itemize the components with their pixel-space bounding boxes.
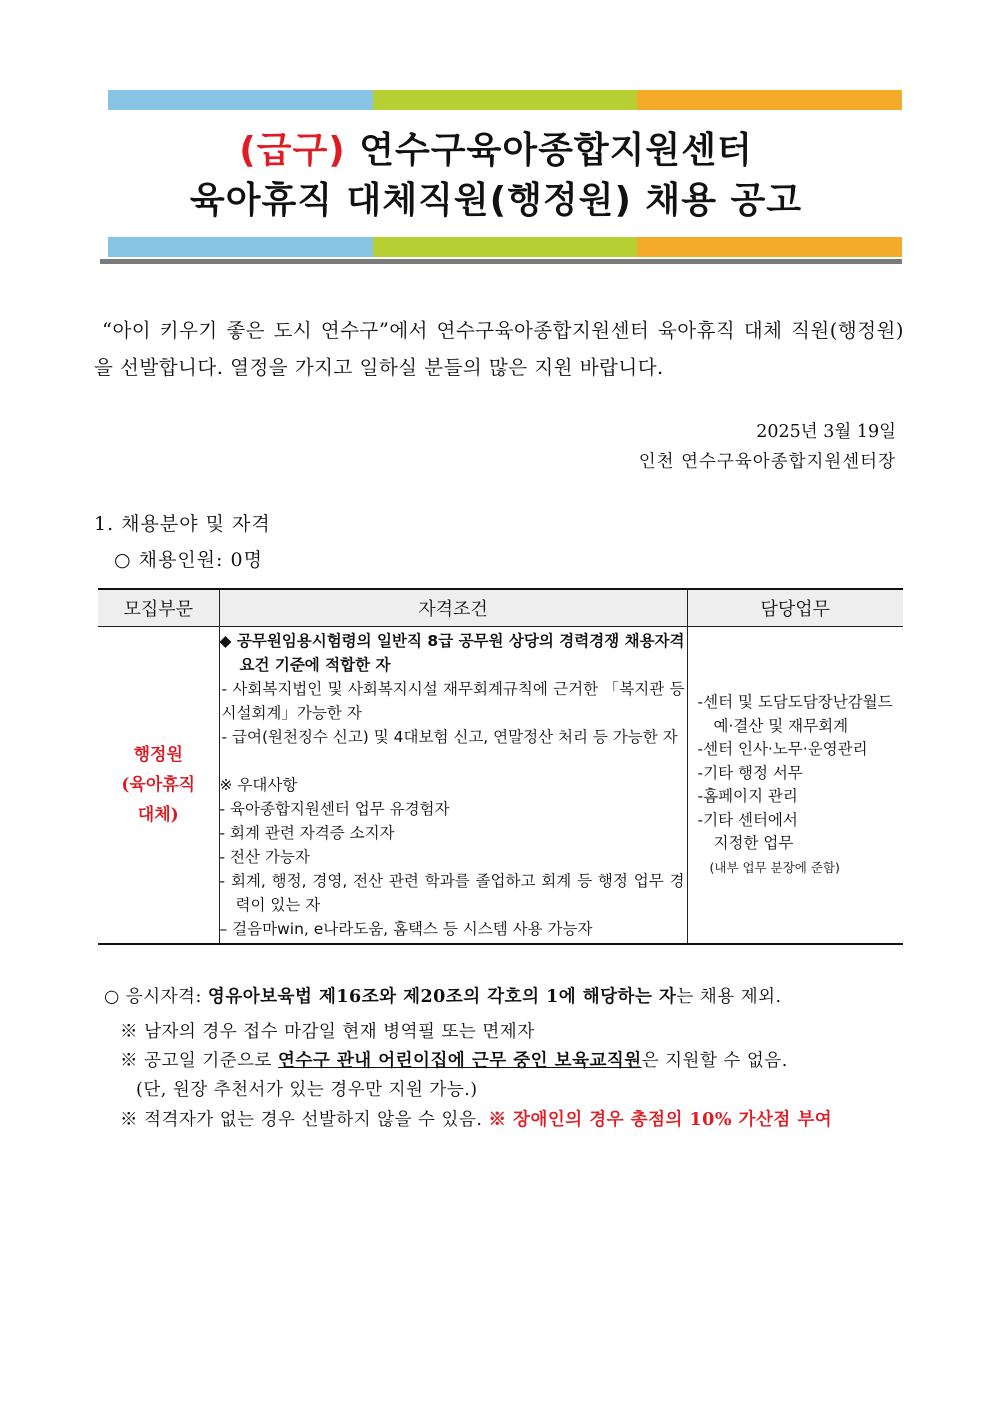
note-underlined: 연수구 관내 어린이집에 근무 중인 보육교직원 xyxy=(278,1051,642,1071)
note-prefix: ※ 공고일 기준으로 xyxy=(120,1051,279,1071)
bar-segment-green xyxy=(373,237,638,257)
bar-segment-orange xyxy=(637,237,902,257)
qualifications-cell xyxy=(219,627,687,945)
intro-paragraph: “아이 키우기 좋은 도시 연수구”에서 연수구육아종합지원센터 육아휴직 대체 직원(행정원)을 선발합니다. 열정을 가지고 일하실 분들의 많은 지원 바랍니다. xyxy=(94,319,904,379)
page-title-line2: 육아휴직 대체직원(행정원) 채용 공고 xyxy=(189,180,803,221)
dept-line: 대체) xyxy=(137,805,179,825)
qualification-sub: - 급여(원천징수 신고) 및 4대보험 신고, 연말정산 처리 등 가능한 자 xyxy=(221,728,678,746)
bar-segment-orange xyxy=(637,90,902,110)
note-selection xyxy=(120,1106,832,1131)
eligibility-suffix: 는 채용 제외. xyxy=(676,987,782,1007)
recruitment-table xyxy=(98,588,903,945)
duty-item: -홈페이지 관리 xyxy=(697,787,798,805)
header-dept: 모집부문 xyxy=(98,589,219,627)
bar-segment-blue xyxy=(108,237,373,257)
qualification-sub: - 사회복지법인 및 사회복지시설 재무회계규칙에 근거한 「복지관 등 시설회계」가능한 자 xyxy=(221,680,685,722)
qualification-main: ◆ 공무원임용시험령의 일반직 8급 공무원 상당의 경력경쟁 채용자격 요건 기준에 적합한 자 xyxy=(219,632,685,674)
page-title-line1 xyxy=(0,122,992,173)
preference-title: ※ 우대사항 xyxy=(219,776,298,794)
header-duties: 담당업무 xyxy=(687,589,903,627)
urgent-tag: (급구) xyxy=(239,130,346,171)
duty-item-continued: 지정한 업무 xyxy=(713,834,794,852)
preference-item: - 회계, 행정, 경영, 전산 관련 학과를 졸업하고 회계 등 행정 업무 경력이 있는 자 xyxy=(219,872,685,914)
duty-item: -기타 행정 서무 xyxy=(697,763,803,782)
duty-item: -센터 인사·노무·운영관리 xyxy=(697,740,868,758)
duties-cell xyxy=(687,627,903,945)
header-qualifications: 자격조건 xyxy=(219,589,687,627)
duty-note: (내부 업무 분장에 준함) xyxy=(709,859,840,875)
eligibility-bold: 영유아보육법 제16조와 제20조의 각호의 1에 해당하는 자 xyxy=(207,987,677,1007)
preference-item: - 전산 가능자 xyxy=(219,848,310,866)
preference-item: - 육아종합지원센터 업무 유경험자 xyxy=(219,800,450,818)
dept-line: 행정원 xyxy=(133,745,183,765)
note-disability-bonus: ※ 장애인의 경우 총점의 10% 가산점 부여 xyxy=(488,1110,833,1130)
title-line1-text: 연수구육아종합지원센터 xyxy=(345,130,753,171)
headcount: ○ 채용인원: 0명 xyxy=(114,549,263,571)
table-row xyxy=(98,627,903,945)
header-divider xyxy=(100,259,902,264)
note-military: ※ 남자의 경우 접수 마감일 현재 병역필 또는 면제자 xyxy=(120,1022,535,1042)
table-header-row xyxy=(98,589,903,627)
header-color-bar-bottom xyxy=(108,237,902,257)
note-childcare-exception: (단, 원장 추천서가 있는 경우만 지원 가능.) xyxy=(136,1080,478,1100)
preference-item: – 걸음마win, e나라도움, 홈택스 등 시스템 사용 가능자 xyxy=(219,920,593,938)
note-childcare-staff xyxy=(120,1047,788,1072)
duty-item: -기타 센터에서 xyxy=(697,810,798,829)
spacer xyxy=(220,749,687,773)
eligibility-prefix: ○ 응시자격: xyxy=(104,987,208,1007)
issuer: 인천 연수구육아종합지원센터장 xyxy=(638,452,896,472)
bar-segment-blue xyxy=(108,90,373,110)
note-suffix: 은 지원할 수 없음. xyxy=(641,1051,788,1071)
dept-cell xyxy=(98,627,219,945)
section-heading: 1. 채용분야 및 자격 xyxy=(94,513,271,535)
dept-line: (육아휴직 xyxy=(121,775,196,795)
announcement-date: 2025년 3월 19일 xyxy=(756,422,896,442)
note-prefix: ※ 적격자가 없는 경우 선발하지 않을 수 있음. xyxy=(120,1110,489,1130)
duty-item: -센터 및 도담도담장난감월드 xyxy=(697,693,893,711)
header-color-bar-top xyxy=(108,90,902,110)
duty-item-continued: 예·결산 및 재무회계 xyxy=(713,716,849,735)
eligibility-line xyxy=(104,983,782,1008)
preference-item: - 회계 관련 자격증 소지자 xyxy=(219,824,395,842)
bar-segment-green xyxy=(373,90,638,110)
